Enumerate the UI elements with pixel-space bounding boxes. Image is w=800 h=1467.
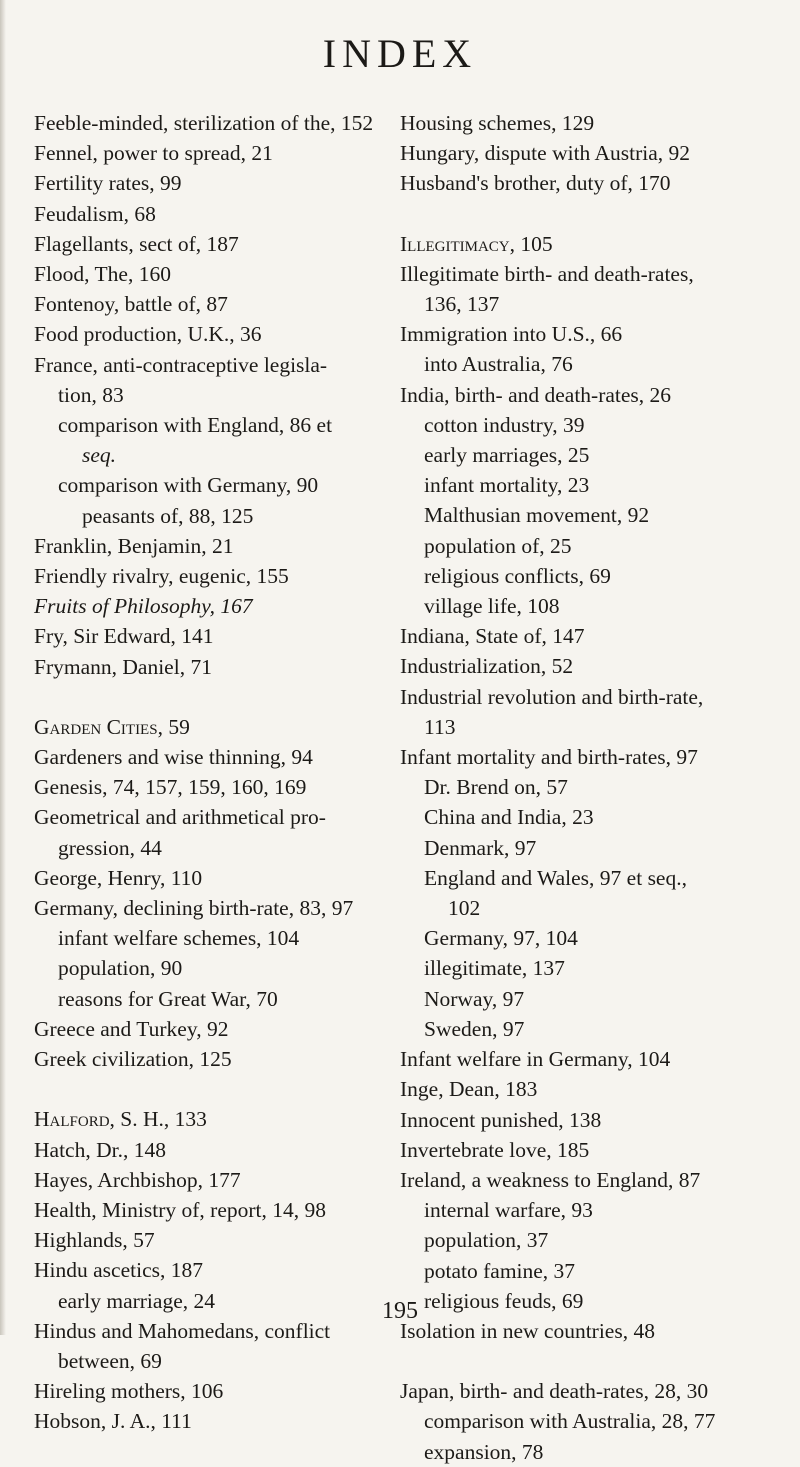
index-subentry: illegitimate, 137 <box>424 956 565 981</box>
index-entry: Friendly rivalry, eugenic, 155 <box>34 564 289 589</box>
index-column-left <box>34 108 404 1437</box>
index-entry: Feudalism, 68 <box>34 201 156 226</box>
index-entry: Isolation in new countries, 48 <box>400 1318 655 1343</box>
index-entry: Health, Ministry of, report, 14, 98 <box>34 1197 326 1222</box>
index-subentry: population, 90 <box>58 956 183 981</box>
index-entry: Japan, birth- and death-rates, 28, 30 <box>400 1379 709 1404</box>
index-entry: Highlands, 57 <box>34 1228 155 1253</box>
index-entry: France, anti-contraceptive legisla- tion, 83 <box>34 352 328 407</box>
index-entry: Greece and Turkey, 92 <box>34 1016 229 1041</box>
index-entry: Hatch, Dr., 148 <box>34 1137 166 1162</box>
index-entry: Immigration into U.S., 66 <box>400 322 623 347</box>
index-entry: Infant mortality and birth-rates, 97 <box>400 745 698 770</box>
index-subentry: Denmark, 97 <box>424 835 537 860</box>
index-entry: Fontenoy, battle of, 87 <box>34 292 228 317</box>
index-entry: Hungary, dispute with Austria, 92 <box>400 141 691 166</box>
index-subentry: cotton industry, 39 <box>424 412 585 437</box>
index-subentry: internal warfare, 93 <box>424 1198 593 1223</box>
index-subentry: village life, 108 <box>424 594 560 619</box>
page-title: INDEX <box>322 31 478 76</box>
index-entry: Hireling mothers, 106 <box>34 1379 224 1404</box>
index-subentry: early marriage, 24 <box>58 1288 215 1313</box>
index-entry: Fruits of Philosophy, 167 <box>34 594 253 619</box>
index-entry: Innocent punished, 138 <box>400 1107 602 1132</box>
index-entry: Fry, Sir Edward, 141 <box>34 624 214 649</box>
index-entry: Fennel, power to spread, 21 <box>34 141 273 166</box>
index-subentry: religious feuds, 69 <box>424 1288 584 1313</box>
index-subentry: infant welfare schemes, 104 <box>58 926 300 951</box>
index-subentry: Germany, 97, 104 <box>424 926 578 951</box>
index-subentry: comparison with Germany, 90 peasants of, 88, 125 <box>58 473 319 528</box>
index-entry: Housing schemes, 129 <box>400 111 595 135</box>
index-entry: Hindus and Mahomedans, conflict between, 69 <box>34 1318 331 1373</box>
index-subentry: Dr. Brend on, 57 <box>424 775 568 800</box>
index-entry: Indiana, State of, 147 <box>400 624 585 649</box>
index-entry: Husband's brother, duty of, 170 <box>400 171 671 196</box>
index-subentry: Malthusian movement, 92 <box>424 503 650 528</box>
index-entry: Invertebrate love, 185 <box>400 1137 590 1162</box>
index-subentry: Norway, 97 <box>424 986 525 1011</box>
index-entry: Greek civilization, 125 <box>34 1047 232 1072</box>
index-entry: Garden Cities, 59 <box>34 714 190 739</box>
index-entry: Ireland, a weakness to England, 87 <box>400 1167 701 1192</box>
index-entry: Illegitimacy, 105 <box>400 231 553 256</box>
index-entry: Inge, Dean, 183 <box>400 1077 538 1102</box>
index-entry: Illegitimate birth- and death-rates, 136, 137 <box>400 261 694 317</box>
index-subentry: early marriages, 25 <box>424 443 590 468</box>
index-entry: Germany, declining birth-rate, 83, 97 <box>34 896 354 921</box>
index-subentry: expansion, 78 <box>424 1439 544 1464</box>
index-entry: Franklin, Benjamin, 21 <box>34 533 234 558</box>
index-subentry: potato famine, 37 <box>424 1258 576 1283</box>
index-entry: Hobson, J. A., 111 <box>34 1409 192 1434</box>
index-entry: Hindu ascetics, 187 <box>34 1258 203 1283</box>
index-entry: George, Henry, 110 <box>34 865 203 890</box>
index-entry: Flood, The, 160 <box>34 262 171 287</box>
index-entry: Genesis, 74, 157, 159, 160, 169 <box>34 775 307 800</box>
index-entry: Geometrical and arithmetical pro- gression, 44 <box>34 805 326 860</box>
index-entry: Flagellants, sect of, 187 <box>34 231 239 256</box>
index-subentry: comparison with Australia, 28, 77 <box>424 1409 716 1434</box>
page-edge-shadow <box>0 0 6 1335</box>
index-entry: Infant welfare in Germany, 104 <box>400 1047 671 1072</box>
index-entry: Fertility rates, 99 <box>34 171 182 196</box>
index-entry: Industrialization, 52 <box>400 654 574 679</box>
index-subentry: comparison with England, 86 et seq. <box>58 413 333 468</box>
index-entry: Industrial revolution and birth-rate, 113 <box>400 684 704 739</box>
index-subentry: England and Wales, 97 et seq., 102 <box>424 865 687 921</box>
index-entry: Hayes, Archbishop, 177 <box>34 1167 241 1192</box>
index-subentry: Sweden, 97 <box>424 1016 525 1041</box>
index-subentry: infant mortality, 23 <box>424 473 590 498</box>
index-entry: Feeble-minded, sterilization of the, 152 <box>34 111 374 135</box>
index-entry: Frymann, Daniel, 71 <box>34 654 212 679</box>
index-subentry: into Australia, 76 <box>424 352 573 377</box>
index-entry: Gardeners and wise thinning, 94 <box>34 745 313 770</box>
index-subentry: population of, 25 <box>424 533 572 558</box>
index-subentry: population, 37 <box>424 1228 549 1253</box>
index-entry: India, birth- and death-rates, 26 <box>400 382 672 407</box>
index-entry: Food production, U.K., 36 <box>34 322 262 347</box>
index-column-right <box>400 108 792 1467</box>
page-number: 195 <box>382 1298 418 1324</box>
index-subentry: reasons for Great War, 70 <box>58 986 278 1011</box>
index-subentry: religious conflicts, 69 <box>424 563 611 588</box>
index-entry: Halford, S. H., 133 <box>34 1107 207 1132</box>
index-subentry: China and India, 23 <box>424 805 594 830</box>
